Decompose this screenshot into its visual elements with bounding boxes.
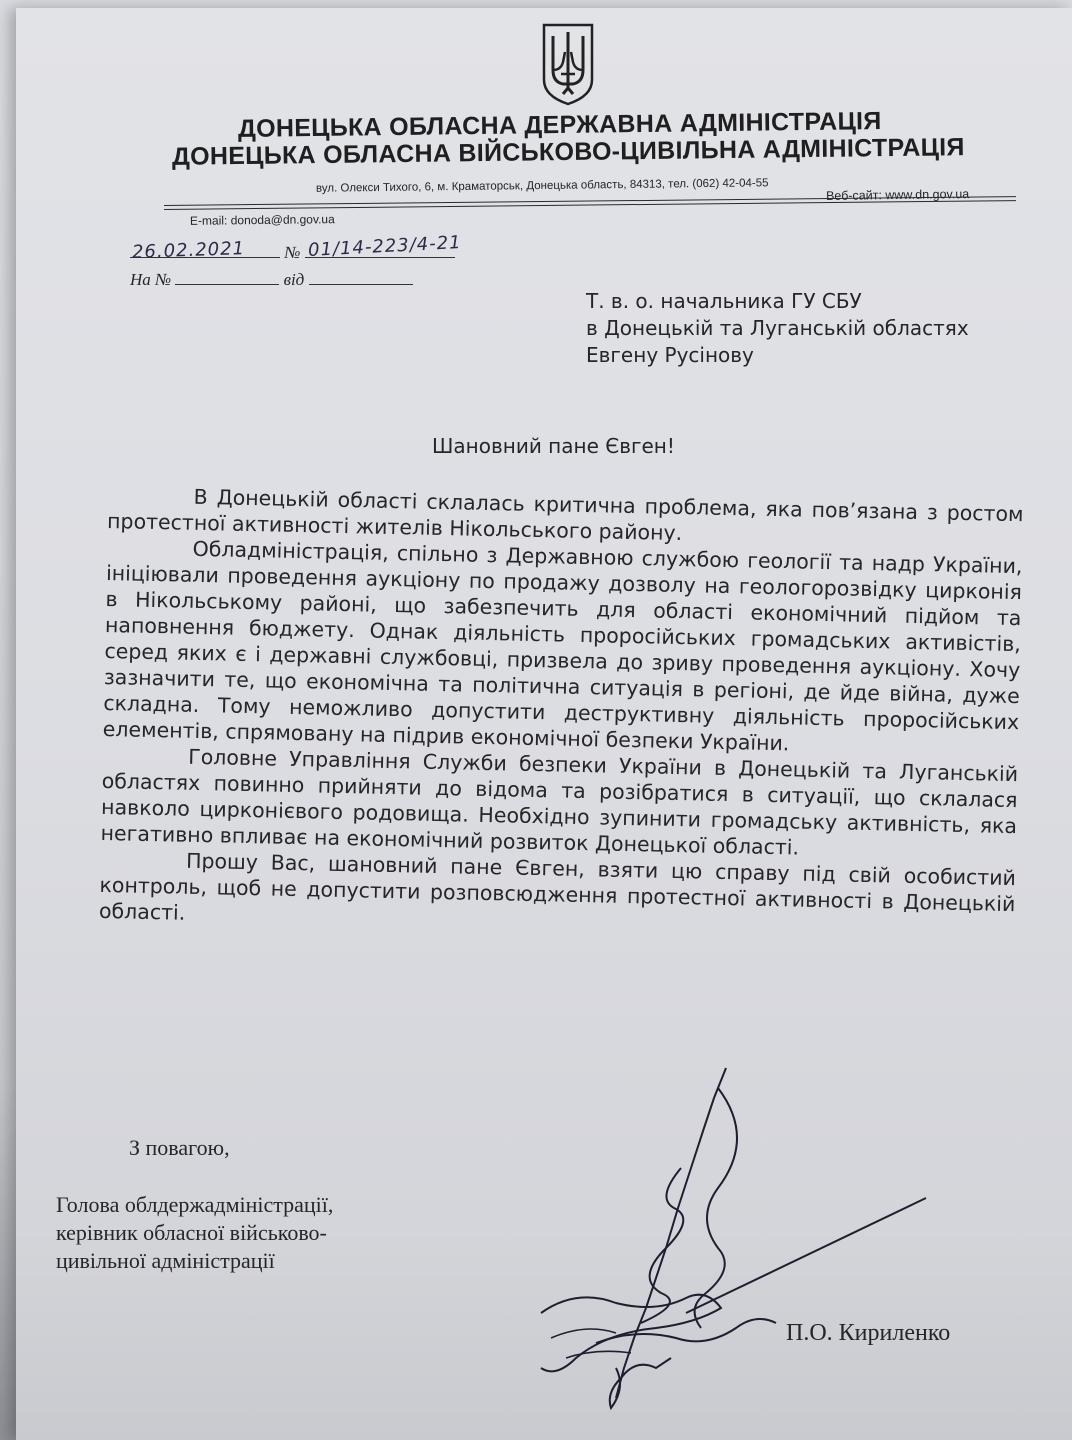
organization-email: E-mail: donoda@dn.gov.ua xyxy=(189,212,335,228)
organization-name-primary: ДОНЕЦЬКА ОБЛАСНА ДЕРЖАВНА АДМІНІСТРАЦІЯ xyxy=(237,107,882,143)
organization-website: Веб-сайт: www.dn.gov.ua xyxy=(825,187,970,203)
closing-phrase: З повагою, xyxy=(129,1135,230,1160)
position-line: Голова облдержадміністрації, xyxy=(56,1192,334,1217)
letter-sheet xyxy=(16,8,1072,1440)
handwritten-number: 01/14-223/4-21 xyxy=(307,231,463,262)
body-paragraph: Обладміністрація, спільно з Державною службою геології та надр України, ініціювали проведення аукціону по продажу дозволу на геологорозвідку цирконія в Нікольському районі, що забезпечить для області економічний підйом та наповнення бюджету. Однак діяльність проросійських громадських активістів, серед яких є і державні службовці, призвела до зриву проведення аукціону. Хочу зазначити те, що економічна та політична ситуація в регіоні, де йде війна, дуже складна. Тому неможливо допустити деструктивну діяльність проросійських елементів, спрямовану на підрив економічної безпеки України. xyxy=(102,536,1023,756)
incoming-reference-line xyxy=(130,270,413,290)
organization-name-secondary: ДОНЕЦЬКА ОБЛАСНА ВІЙСЬКОВО-ЦИВІЛЬНА АДМІНІСТРАЦІЯ xyxy=(171,133,965,171)
body-paragraph: В Донецькій області склалась критична проблема, яка пов’язана з ростом протестної активності жителів Нікольського району. xyxy=(106,484,1024,546)
recipient-title: Т. в. о. начальника ГУ СБУ xyxy=(586,289,862,313)
from-blank xyxy=(309,270,413,285)
letter-body xyxy=(99,482,1024,943)
signatory-name: П.О. Кириленко xyxy=(786,1320,951,1346)
organization-address: вул. Олекси Тихого, 6, м. Краматорськ, Донецька область, 84313, тел. (062) 42-04-55 xyxy=(315,177,769,195)
header-divider-thin xyxy=(164,200,1016,210)
body-paragraph: Головне Управління Служби безпеки України в Донецькій та Луганській областях повинно прийняти до відома та розібратися в ситуації, що склалася навколо цирконієвого родовища. Необхідно зупинити громадську активність, яка негативно впливає на економічний розвиток Донецької області. xyxy=(100,744,1019,860)
in-reply-blank xyxy=(175,270,279,285)
from-label: від xyxy=(283,270,305,289)
handwritten-date: 26.02.2021 xyxy=(131,238,246,263)
salutation: Шановний пане Євген! xyxy=(432,434,675,458)
body-paragraph: Прошу Вас, шановний пане Євген, взяти цю справу під свій особистий контроль, щоб не допустити розповсюдження протестної активності в Донецькій області. xyxy=(98,848,1017,925)
trident-coat-of-arms-icon xyxy=(541,22,595,106)
in-reply-label: На № xyxy=(130,270,172,289)
position-line: цивільної адміністрації xyxy=(56,1248,275,1273)
position-line: керівник обласної військово- xyxy=(56,1220,327,1245)
recipient-name: Евгену Русінову xyxy=(586,343,754,367)
recipient-block xyxy=(586,288,969,369)
signatory-position xyxy=(56,1191,333,1275)
recipient-department: в Донецькій та Луганській областях xyxy=(586,316,969,340)
number-label: № xyxy=(284,243,301,262)
handwritten-signature xyxy=(456,1058,956,1418)
